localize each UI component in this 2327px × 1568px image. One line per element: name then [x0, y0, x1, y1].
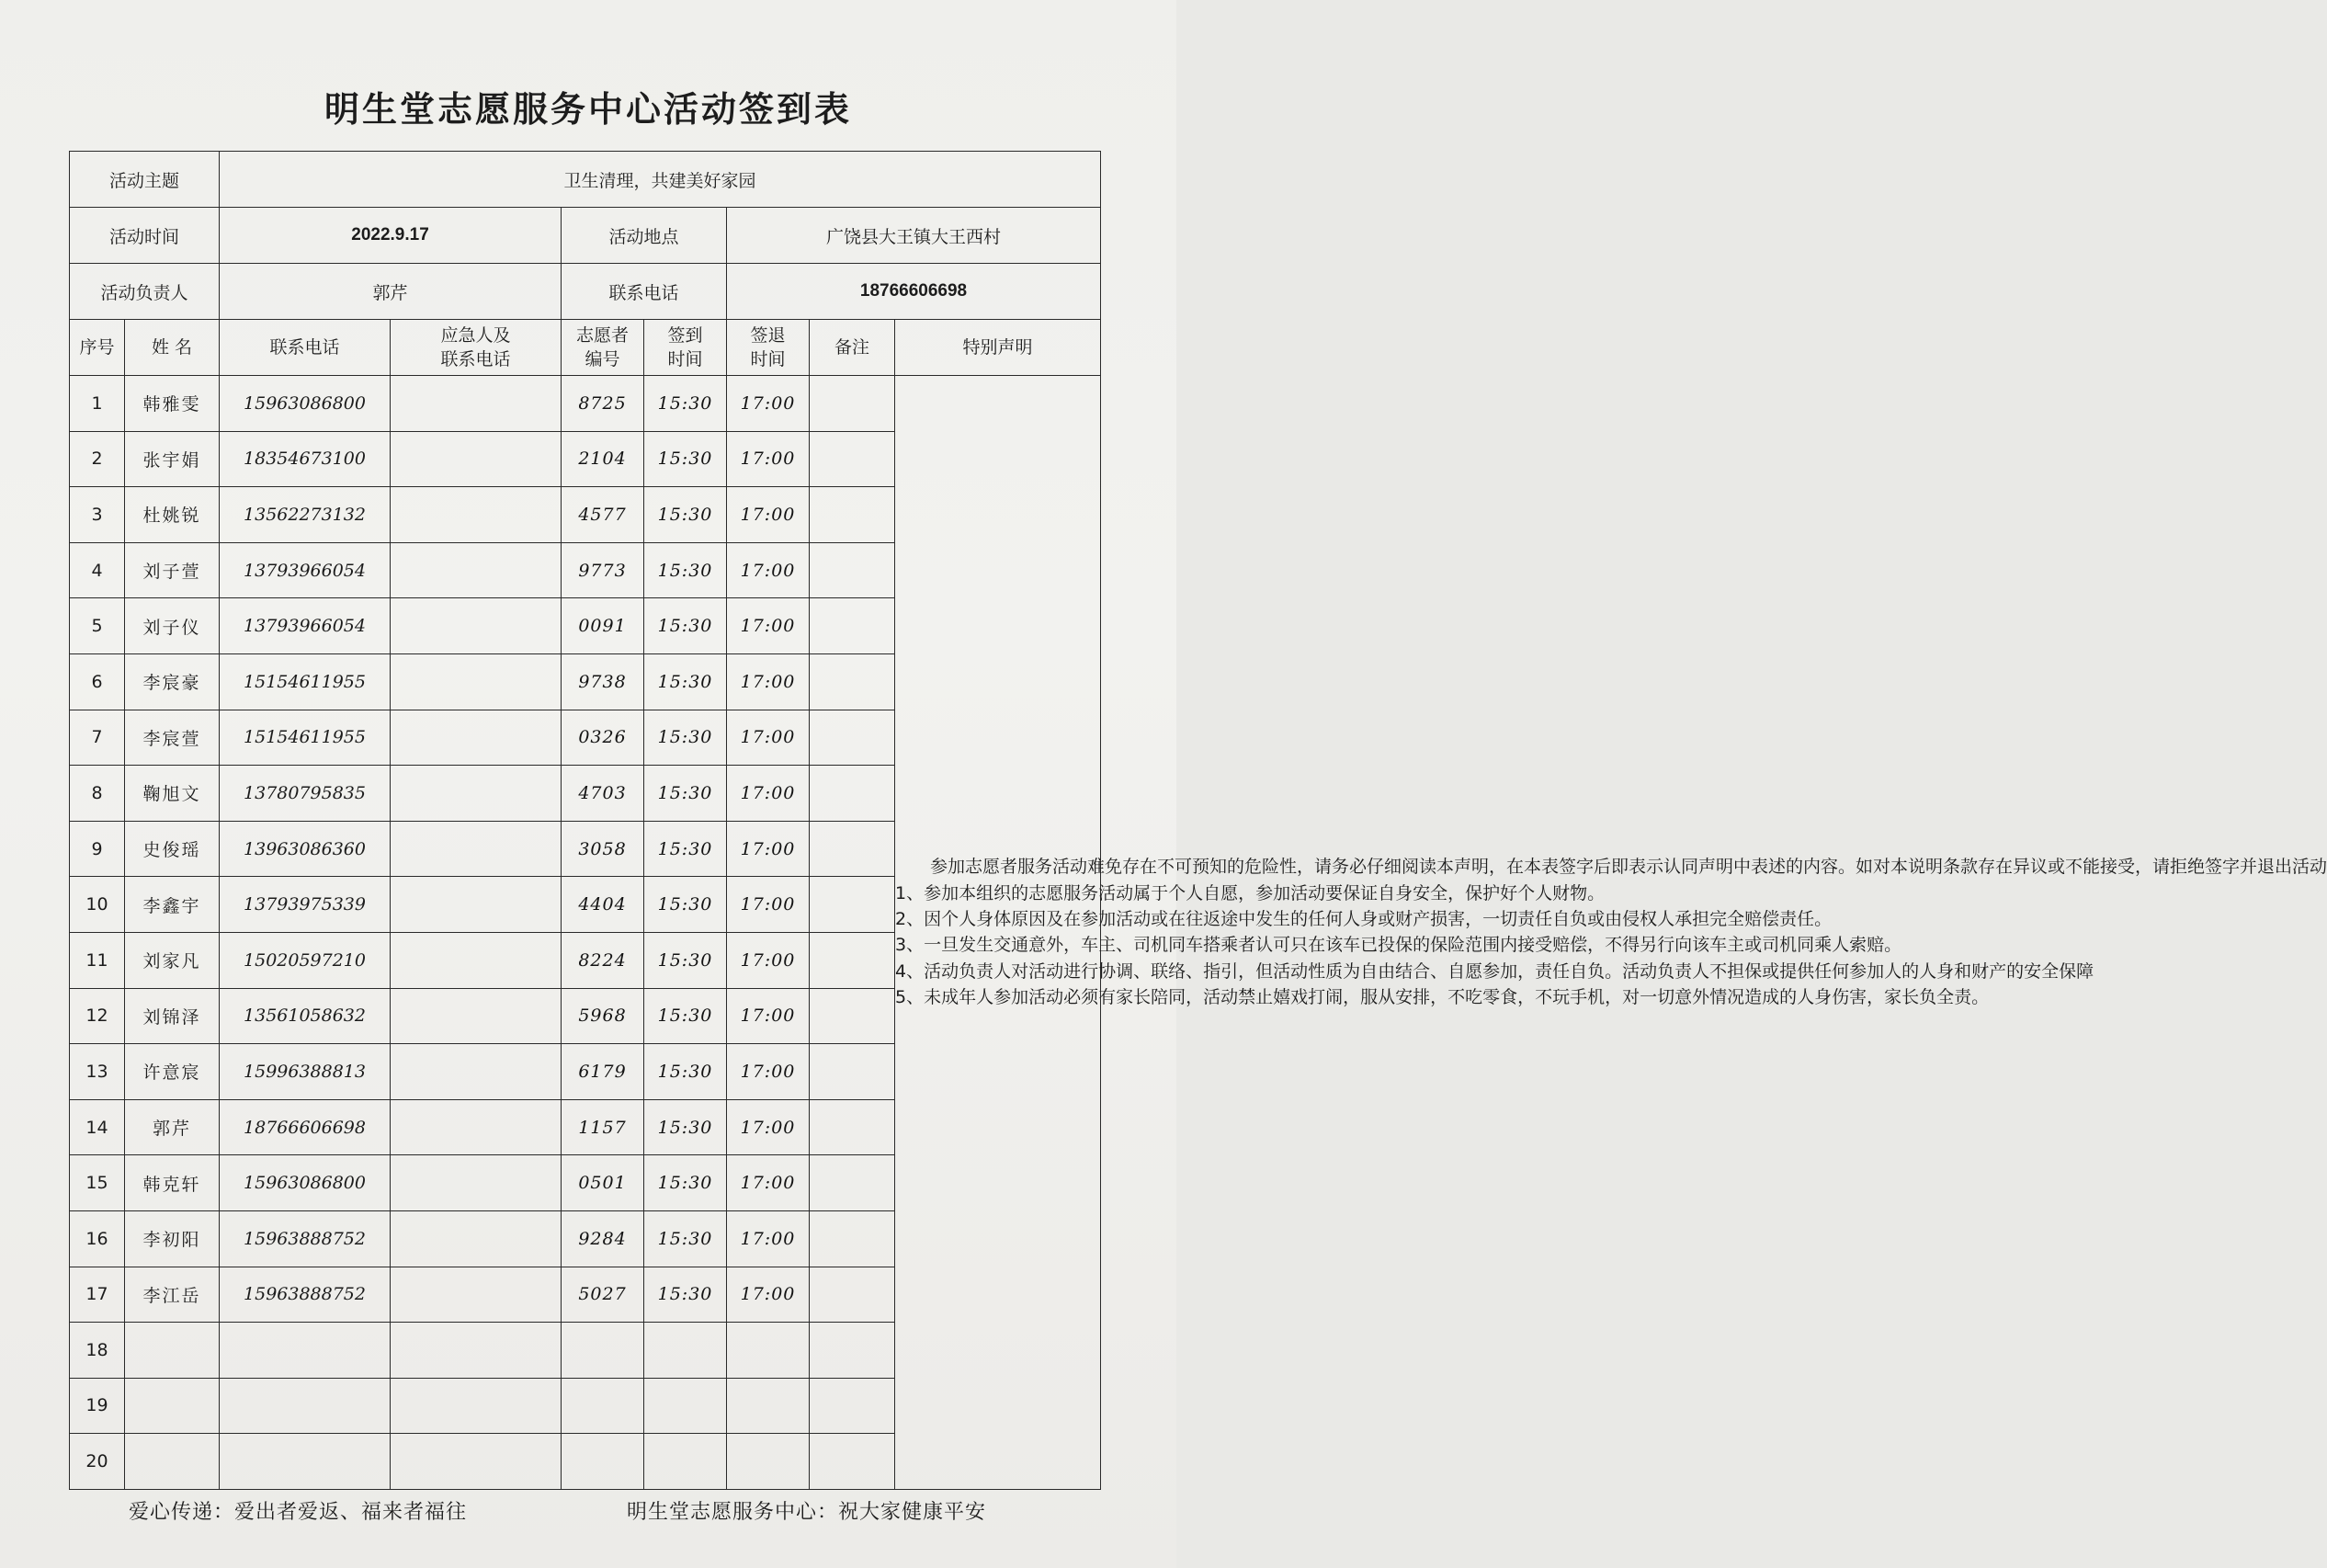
col-sign-in: 签到 时间	[644, 320, 727, 376]
place-label: 活动地点	[562, 208, 727, 264]
row-seq: 19	[70, 1378, 125, 1434]
row-phone: 13793966054	[220, 598, 391, 654]
row-emergency	[391, 1210, 562, 1267]
row-sign-in: 15:30	[644, 932, 727, 988]
row-sign-in: 15:30	[644, 598, 727, 654]
row-volunteer-id: 2104	[562, 431, 644, 487]
row-remark	[810, 1267, 895, 1323]
row-volunteer-id: 5968	[562, 988, 644, 1044]
row-phone: 15963888752	[220, 1267, 391, 1323]
row-sign-in: 15:30	[644, 877, 727, 933]
row-phone: 13793966054	[220, 542, 391, 598]
row-name: 李宸萱	[125, 710, 220, 766]
col-remark: 备注	[810, 320, 895, 376]
row-sign-in: 15:30	[644, 1099, 727, 1155]
row-phone	[220, 1434, 391, 1490]
row-emergency	[391, 821, 562, 877]
row-volunteer-id: 6179	[562, 1044, 644, 1100]
row-sign-out	[727, 1378, 810, 1434]
row-sign-out: 17:00	[727, 487, 810, 543]
row-seq: 18	[70, 1323, 125, 1379]
row-sign-out: 17:00	[727, 431, 810, 487]
row-phone: 15963086800	[220, 376, 391, 432]
row-emergency	[391, 487, 562, 543]
row-seq: 20	[70, 1434, 125, 1490]
row-seq: 7	[70, 710, 125, 766]
row-name: 刘子萱	[125, 542, 220, 598]
row-phone: 18766606698	[220, 1099, 391, 1155]
row-seq: 10	[70, 877, 125, 933]
row-phone: 13780795835	[220, 766, 391, 822]
theme-label: 活动主题	[70, 152, 220, 208]
row-phone: 15154611955	[220, 653, 391, 710]
col-seq: 序号	[70, 320, 125, 376]
row-sign-in: 15:30	[644, 766, 727, 822]
row-sign-out	[727, 1434, 810, 1490]
row-sign-in: 15:30	[644, 988, 727, 1044]
row-volunteer-id	[562, 1434, 644, 1490]
row-emergency	[391, 877, 562, 933]
row-sign-out: 17:00	[727, 821, 810, 877]
row-name: 李初阳	[125, 1210, 220, 1267]
row-remark	[810, 1044, 895, 1100]
theme-row	[70, 152, 1101, 208]
row-remark	[810, 710, 895, 766]
row-seq: 2	[70, 431, 125, 487]
row-sign-in: 15:30	[644, 431, 727, 487]
row-name: 韩克轩	[125, 1155, 220, 1211]
table-row	[70, 376, 1101, 432]
row-emergency	[391, 710, 562, 766]
row-remark	[810, 1434, 895, 1490]
row-sign-out: 17:00	[727, 376, 810, 432]
row-name: 许意宸	[125, 1044, 220, 1100]
row-phone: 15996388813	[220, 1044, 391, 1100]
row-name: 刘锦泽	[125, 988, 220, 1044]
row-seq: 17	[70, 1267, 125, 1323]
row-remark	[810, 932, 895, 988]
row-sign-in: 15:30	[644, 821, 727, 877]
row-sign-out: 17:00	[727, 988, 810, 1044]
row-remark	[810, 766, 895, 822]
time-value: 2022.9.17	[220, 208, 562, 264]
row-sign-in: 15:30	[644, 1044, 727, 1100]
place-value: 广饶县大王镇大王西村	[727, 208, 1101, 264]
row-remark	[810, 1210, 895, 1267]
row-sign-out: 17:00	[727, 598, 810, 654]
row-sign-out: 17:00	[727, 877, 810, 933]
row-sign-out: 17:00	[727, 932, 810, 988]
row-remark	[810, 877, 895, 933]
row-remark	[810, 487, 895, 543]
declaration-paragraph: 5、未成年人参加活动必须有家长陪同，活动禁止嬉戏打闹，服从安排，不吃零食，不玩手机，对一切意外情况造成的人身伤害，家长负全责。	[895, 987, 1990, 1008]
row-sign-in	[644, 1323, 727, 1379]
row-name: 李宸豪	[125, 653, 220, 710]
row-phone: 18354673100	[220, 431, 391, 487]
row-phone: 13561058632	[220, 988, 391, 1044]
row-sign-in: 15:30	[644, 1210, 727, 1267]
leader-row	[70, 264, 1101, 320]
row-remark	[810, 653, 895, 710]
row-seq: 13	[70, 1044, 125, 1100]
row-sign-out: 17:00	[727, 653, 810, 710]
row-name	[125, 1434, 220, 1490]
row-name: 刘子仪	[125, 598, 220, 654]
row-sign-in: 15:30	[644, 1267, 727, 1323]
row-seq: 6	[70, 653, 125, 710]
col-emergency: 应急人及 联系电话	[391, 320, 562, 376]
col-volunteer-id: 志愿者 编号	[562, 320, 644, 376]
row-volunteer-id: 9738	[562, 653, 644, 710]
row-remark	[810, 1155, 895, 1211]
row-phone: 15020597210	[220, 932, 391, 988]
row-emergency	[391, 932, 562, 988]
row-sign-out	[727, 1323, 810, 1379]
row-name: 张宇娟	[125, 431, 220, 487]
row-emergency	[391, 542, 562, 598]
declaration-paragraph: 1、参加本组织的志愿服务活动属于个人自愿，参加活动要保证自身安全，保护好个人财物。	[895, 882, 1606, 903]
row-sign-out: 17:00	[727, 1267, 810, 1323]
row-volunteer-id: 9773	[562, 542, 644, 598]
col-sign-out: 签退 时间	[727, 320, 810, 376]
row-sign-in: 15:30	[644, 1155, 727, 1211]
row-volunteer-id: 1157	[562, 1099, 644, 1155]
row-volunteer-id: 0091	[562, 598, 644, 654]
row-remark	[810, 542, 895, 598]
row-emergency	[391, 376, 562, 432]
row-seq: 8	[70, 766, 125, 822]
row-name: 李江岳	[125, 1267, 220, 1323]
row-volunteer-id	[562, 1378, 644, 1434]
row-remark	[810, 1099, 895, 1155]
row-name: 刘家凡	[125, 932, 220, 988]
row-name: 杜姚锐	[125, 487, 220, 543]
row-phone: 13793975339	[220, 877, 391, 933]
row-phone	[220, 1323, 391, 1379]
row-seq: 3	[70, 487, 125, 543]
row-emergency	[391, 1323, 562, 1379]
row-name	[125, 1323, 220, 1379]
special-declaration	[895, 376, 2327, 1490]
row-seq: 9	[70, 821, 125, 877]
theme-value: 卫生清理，共建美好家园	[220, 152, 1101, 208]
declaration-paragraph: 3、一旦发生交通意外，车主、司机同车搭乘者认可只在该车已投保的保险范围内接受赔偿，不得另行向该车主或司机同乘人索赔。	[895, 935, 1902, 956]
row-name: 李鑫宇	[125, 877, 220, 933]
row-emergency	[391, 598, 562, 654]
row-emergency	[391, 653, 562, 710]
row-name: 郭芹	[125, 1099, 220, 1155]
row-volunteer-id: 4577	[562, 487, 644, 543]
row-seq: 12	[70, 988, 125, 1044]
row-volunteer-id: 4404	[562, 877, 644, 933]
row-sign-out: 17:00	[727, 1044, 810, 1100]
leader-phone-value: 18766606698	[727, 264, 1101, 320]
row-emergency	[391, 1044, 562, 1100]
row-emergency	[391, 766, 562, 822]
row-phone: 15963086800	[220, 1155, 391, 1211]
row-emergency	[391, 1378, 562, 1434]
row-remark	[810, 431, 895, 487]
time-row	[70, 208, 1101, 264]
row-phone: 15963888752	[220, 1210, 391, 1267]
row-phone	[220, 1378, 391, 1434]
row-seq: 14	[70, 1099, 125, 1155]
leader-value: 郭芹	[220, 264, 562, 320]
row-remark	[810, 988, 895, 1044]
row-remark	[810, 598, 895, 654]
row-volunteer-id: 5027	[562, 1267, 644, 1323]
row-sign-out: 17:00	[727, 1099, 810, 1155]
row-sign-out: 17:00	[727, 1210, 810, 1267]
row-seq: 1	[70, 376, 125, 432]
column-header-row	[70, 320, 1101, 376]
row-sign-in: 15:30	[644, 542, 727, 598]
row-emergency	[391, 1155, 562, 1211]
col-declaration: 特别声明	[895, 320, 1101, 376]
row-emergency	[391, 431, 562, 487]
sheet-title: 明生堂志愿服务中心活动签到表	[324, 89, 852, 130]
sign-in-table	[69, 151, 2327, 1490]
row-volunteer-id: 0501	[562, 1155, 644, 1211]
row-volunteer-id	[562, 1323, 644, 1379]
row-emergency	[391, 1267, 562, 1323]
row-name	[125, 1378, 220, 1434]
row-emergency	[391, 1434, 562, 1490]
row-sign-in: 15:30	[644, 376, 727, 432]
row-name: 史俊瑶	[125, 821, 220, 877]
col-name: 姓 名	[125, 320, 220, 376]
row-volunteer-id: 4703	[562, 766, 644, 822]
col-phone: 联系电话	[220, 320, 391, 376]
row-sign-out: 17:00	[727, 766, 810, 822]
row-volunteer-id: 9284	[562, 1210, 644, 1267]
row-sign-in	[644, 1434, 727, 1490]
declaration-paragraph: 2、因个人身体原因及在参加活动或在往返途中发生的任何人身或财产损害，一切责任自负或由侵权人承担完全赔偿责任。	[895, 909, 1833, 930]
declaration-paragraph: 4、活动负责人对活动进行协调、联络、指引，但活动性质为自由结合、自愿参加，责任自负。活动负责人不担保或提供任何参加人的人身和财产的安全保障	[895, 960, 2094, 982]
row-seq: 4	[70, 542, 125, 598]
row-sign-in	[644, 1378, 727, 1434]
row-remark	[810, 376, 895, 432]
row-remark	[810, 1323, 895, 1379]
row-sign-out: 17:00	[727, 542, 810, 598]
footer-left: 爱心传递：爱出者爱返、福来者福往	[129, 1501, 468, 1524]
row-seq: 15	[70, 1155, 125, 1211]
row-sign-in: 15:30	[644, 487, 727, 543]
time-label: 活动时间	[70, 208, 220, 264]
row-volunteer-id: 0326	[562, 710, 644, 766]
row-seq: 11	[70, 932, 125, 988]
row-phone: 13562273132	[220, 487, 391, 543]
row-name: 鞠旭文	[125, 766, 220, 822]
leader-label: 活动负责人	[70, 264, 220, 320]
row-volunteer-id: 8224	[562, 932, 644, 988]
row-sign-out: 17:00	[727, 1155, 810, 1211]
row-remark	[810, 1378, 895, 1434]
declaration-paragraph: 参加志愿者服务活动难免存在不可预知的危险性，请务必仔细阅读本声明，在本表签字后即表示认同声明中表述的内容。如对本说明条款存在异议或不能接受，请拒绝签字并退出活动	[930, 857, 2327, 878]
row-emergency	[391, 988, 562, 1044]
row-seq: 16	[70, 1210, 125, 1267]
row-volunteer-id: 3058	[562, 821, 644, 877]
row-phone: 13963086360	[220, 821, 391, 877]
row-seq: 5	[70, 598, 125, 654]
row-remark	[810, 821, 895, 877]
row-name: 韩雅雯	[125, 376, 220, 432]
row-volunteer-id: 8725	[562, 376, 644, 432]
row-emergency	[391, 1099, 562, 1155]
row-sign-out: 17:00	[727, 710, 810, 766]
row-sign-in: 15:30	[644, 710, 727, 766]
row-phone: 15154611955	[220, 710, 391, 766]
leader-phone-label: 联系电话	[562, 264, 727, 320]
row-sign-in: 15:30	[644, 653, 727, 710]
footer-right: 明生堂志愿服务中心：祝大家健康平安	[627, 1501, 987, 1524]
